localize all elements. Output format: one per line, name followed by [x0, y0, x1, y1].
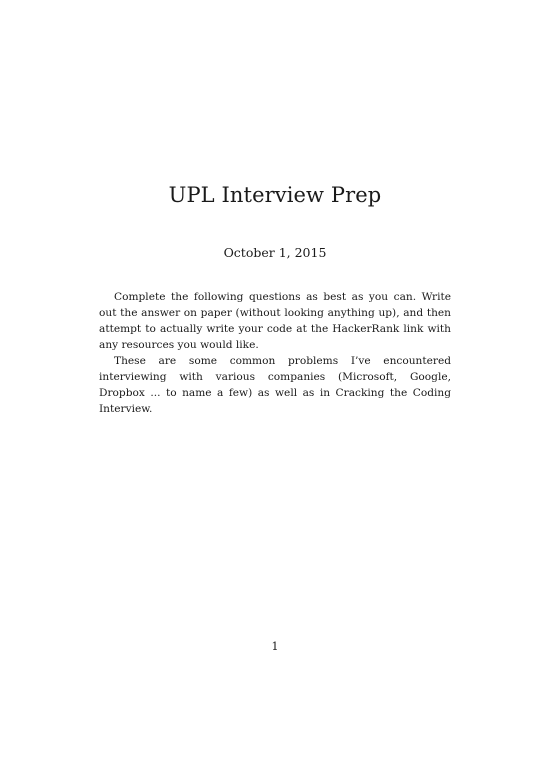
intro-paragraph: Complete the following questions as best as you can. Write out the answer on paper (without looking anything up), and then attempt to actually write your code at the HackerRank link with any resources you would like. [99, 291, 451, 351]
context-paragraph: These are some common problems I’ve encountered interviewing with various companies (Microsoft, Google, Dropbox ... to name a few) as well as in Cracking the Coding Interview. [99, 355, 451, 415]
page-number: 1 [271, 640, 279, 653]
document-title: UPL Interview Prep [168, 183, 382, 207]
document-body [99, 289, 451, 417]
document-date: October 1, 2015 [223, 245, 327, 260]
